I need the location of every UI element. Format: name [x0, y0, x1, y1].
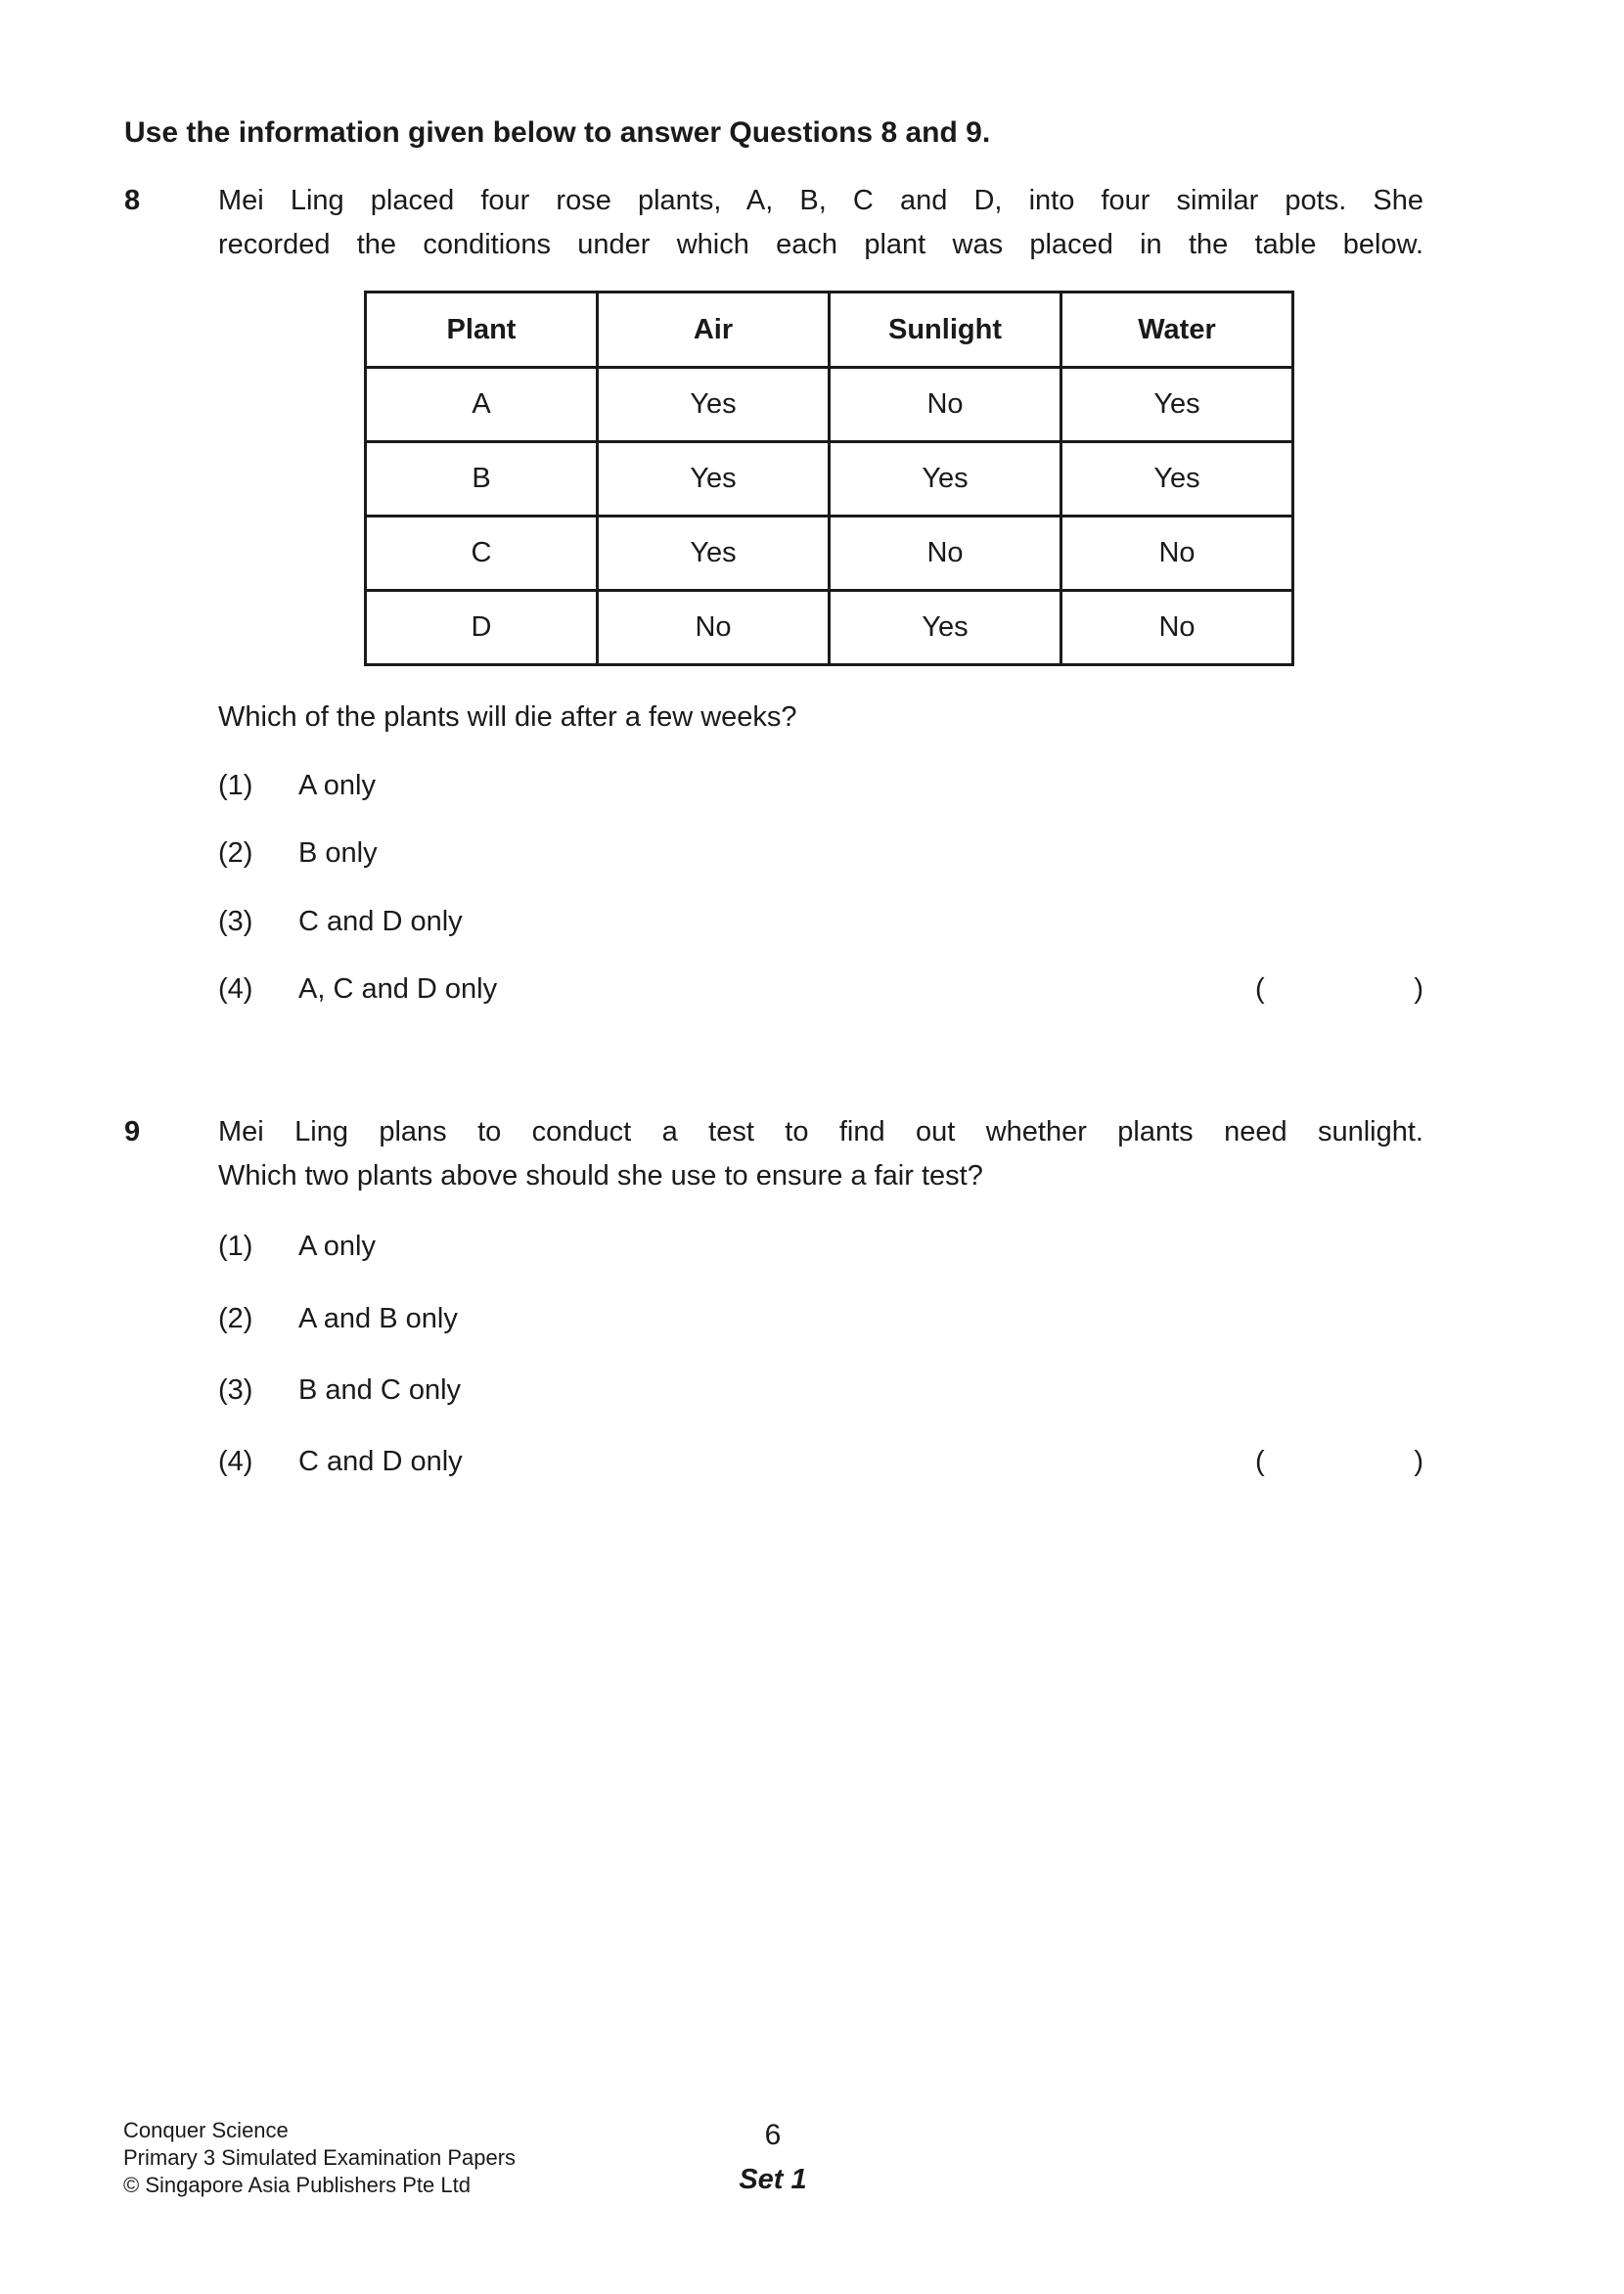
col-header-air: Air — [598, 292, 830, 368]
instruction-heading: Use the information given below to answer Questions 8 and 9. — [124, 116, 991, 149]
table-cell: Yes — [598, 517, 830, 591]
option-text: B only — [298, 837, 378, 869]
col-header-sunlight: Sunlight — [830, 292, 1061, 368]
table-cell: Yes — [1061, 442, 1293, 517]
question-9-option-2 — [218, 1297, 458, 1341]
table-row-plant-c — [366, 517, 1293, 591]
bracket-open: ( — [1255, 973, 1265, 1005]
question-8-option-3 — [218, 900, 463, 944]
option-label: (4) — [218, 973, 253, 1005]
option-label: (4) — [218, 1446, 253, 1477]
option-text: A, C and D only — [298, 973, 498, 1005]
question-9-text-line: Mei Ling plans to conduct a test to find out whether plants need sunlight. — [218, 1116, 1423, 1147]
question-8-text-line: recorded the conditions under which each plant was placed in the table below. — [218, 229, 1423, 260]
question-8-answer-bracket — [1255, 967, 1423, 1012]
table-row-plant-b — [366, 442, 1293, 517]
col-header-plant: Plant — [366, 292, 598, 368]
table-cell: D — [366, 591, 598, 665]
option-text: C and D only — [298, 1446, 463, 1477]
footer-imprint — [123, 2117, 516, 2199]
question-8-text — [218, 179, 1423, 267]
table-cell: Yes — [598, 442, 830, 517]
option-label: (2) — [218, 1303, 253, 1334]
question-8-prompt: Which of the plants will die after a few weeks? — [218, 701, 797, 733]
imprint-line: © Singapore Asia Publishers Pte Ltd — [123, 2173, 471, 2197]
option-label: (3) — [218, 1374, 253, 1406]
table-cell: No — [1061, 517, 1293, 591]
option-text: C and D only — [298, 906, 463, 937]
option-text: B and C only — [298, 1374, 462, 1406]
question-8-text-line: Mei Ling placed four rose plants, A, B, C and D, into four similar pots. She — [218, 185, 1423, 216]
option-label: (1) — [218, 1231, 253, 1262]
option-text: A only — [298, 770, 376, 801]
question-8-option-1 — [218, 764, 376, 808]
table-cell: Yes — [1061, 368, 1293, 442]
question-9-option-1 — [218, 1225, 376, 1269]
question-8-option-2 — [218, 832, 378, 876]
col-header-water: Water — [1061, 292, 1293, 368]
imprint-line: Primary 3 Simulated Examination Papers — [123, 2145, 517, 2170]
question-9-option-3 — [218, 1369, 461, 1413]
table-cell: C — [366, 517, 598, 591]
question-9-option-4 — [218, 1440, 463, 1484]
table-cell: No — [598, 591, 830, 665]
question-9-answer-bracket — [1255, 1440, 1423, 1484]
table-header-row — [366, 292, 1293, 368]
option-label: (1) — [218, 770, 253, 801]
footer-center — [685, 2119, 861, 2196]
bracket-close: ) — [1414, 1446, 1423, 1477]
footer-set-label: Set 1 — [739, 2164, 807, 2195]
table-cell: A — [366, 368, 598, 442]
footer-page-number: 6 — [764, 2119, 782, 2151]
question-8-option-4 — [218, 967, 497, 1012]
imprint-line: Conquer Science — [123, 2118, 289, 2142]
bracket-open: ( — [1255, 1446, 1265, 1477]
table-cell: B — [366, 442, 598, 517]
table-cell: No — [830, 368, 1061, 442]
table-row-plant-d — [366, 591, 1293, 665]
table-cell: No — [1061, 591, 1293, 665]
option-label: (3) — [218, 906, 253, 937]
option-label: (2) — [218, 837, 253, 869]
plant-conditions-table — [364, 291, 1294, 666]
table-cell: Yes — [830, 591, 1061, 665]
table-cell: No — [830, 517, 1061, 591]
option-text: A only — [298, 1231, 376, 1262]
question-9-number: 9 — [124, 1116, 141, 1147]
table-row-plant-a — [366, 368, 1293, 442]
question-9-text-line: Which two plants above should she use to ensure a fair test? — [218, 1160, 983, 1192]
option-text: A and B only — [298, 1303, 458, 1334]
question-9-text — [218, 1110, 1423, 1198]
table-cell: Yes — [598, 368, 830, 442]
bracket-close: ) — [1414, 973, 1423, 1005]
table-cell: Yes — [830, 442, 1061, 517]
question-8-number: 8 — [124, 185, 141, 216]
